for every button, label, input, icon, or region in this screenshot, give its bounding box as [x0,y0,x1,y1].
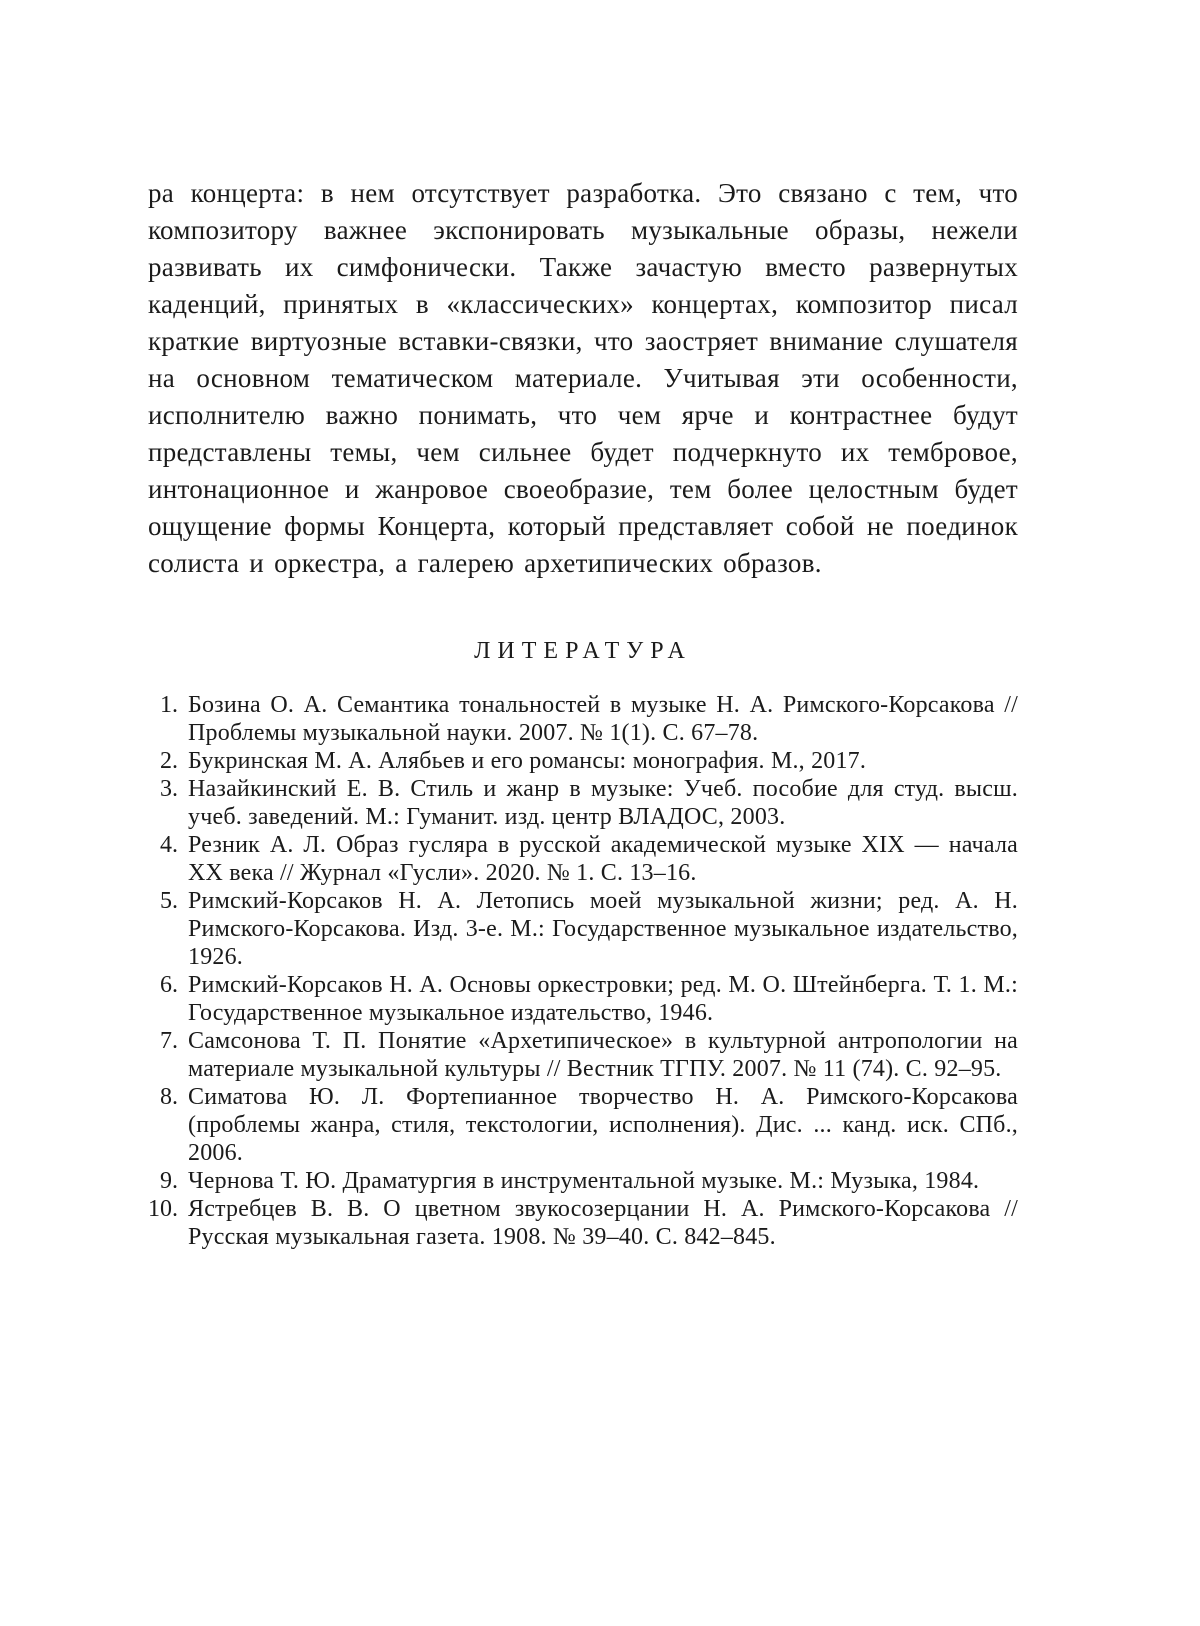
reference-number: 10. [148,1196,178,1222]
reference-text: Симатова Ю. Л. Фортепианное творчество Н. А. Римского-Корсакова (проблемы жанра, стиля, текстологии, исполнения). Дис. ... канд. иск. СПб., 2006. [188,1084,1018,1166]
reference-item [148,1167,1018,1195]
reference-number: 2. [160,748,178,774]
reference-text: Резник А. Л. Образ гусляра в русской академической музыке XIX — начала XX века // Журнал «Гусли». 2020. № 1. С. 13–16. [188,832,1018,886]
reference-number: 3. [160,776,178,802]
reference-item [148,1083,1018,1167]
reference-text: Назайкинский Е. В. Стиль и жанр в музыке: Учеб. пособие для студ. высш. учеб. заведений. М.: Гуманит. изд. центр ВЛАДОС, 2003. [188,776,1018,830]
text-block [148,148,1018,1251]
body-paragraph: ра концерта: в нем отсутствует разработка. Это связано с тем, что композитору важнее экспонировать музыкальные образы, нежели развивать их симфонически. Также зачастую вместо развернутых каденций, принятых в «классических» концертах, композитор писал краткие виртуозные вставки-связки, что заостряет внимание слушателя на основном тематическом материале. Учитывая эти особенности, исполнителю важно понимать, что чем ярче и контрастнее будут представлены темы, чем сильнее будет подчеркнуто их тембровое, интонационное и жанровое своеобразие, тем более целостным будет ощущение формы Концерта, который представляет собой не поединок солиста и оркестра, а галерею архетипических образов. [148,178,1018,578]
reference-item [148,831,1018,887]
reference-item [148,1027,1018,1083]
reference-item [148,775,1018,831]
reference-text: Самсонова Т. П. Понятие «Архетипическое» в культурной антропологии на материале музыкальной культуры // Вестник ТГПУ. 2007. № 11 (74). С. 92–95. [188,1028,1018,1082]
reference-number: 5. [160,888,178,914]
reference-item [148,747,1018,775]
reference-number: 9. [160,1168,178,1194]
reference-item [148,1195,1018,1251]
reference-list [148,691,1018,1251]
reference-number: 7. [160,1028,178,1054]
reference-text: Букринская М. А. Алябьев и его романсы: монография. М., 2017. [188,748,867,774]
reference-text: Римский-Корсаков Н. А. Основы оркестровки; ред. М. О. Штейнберга. Т. 1. М.: Государственное музыкальное издательство, 1946. [188,972,1018,1026]
reference-item [148,691,1018,747]
reference-item [148,887,1018,971]
reference-number: 1. [160,692,178,718]
bibliography-heading: ЛИТЕРАТУРА [474,638,692,664]
reference-text: Римский-Корсаков Н. А. Летопись моей музыкальной жизни; ред. А. Н. Римского-Корсакова. Изд. 3-е. М.: Государственное музыкальное издательство, 1926. [188,888,1018,970]
reference-number: 8. [160,1084,178,1110]
reference-text: Бозина О. А. Семантика тональностей в музыке Н. А. Римского-Корсакова // Проблемы музыкальной науки. 2007. № 1(1). С. 67–78. [188,692,1018,746]
reference-text: Чернова Т. Ю. Драматургия в инструментальной музыке. М.: Музыка, 1984. [188,1168,980,1194]
reference-number: 6. [160,972,178,998]
reference-item [148,971,1018,1027]
reference-number: 4. [160,832,178,858]
reference-text: Ястребцев В. В. О цветном звукосозерцании Н. А. Римского-Корсакова // Русская музыкальная газета. 1908. № 39–40. С. 842–845. [188,1196,1018,1250]
